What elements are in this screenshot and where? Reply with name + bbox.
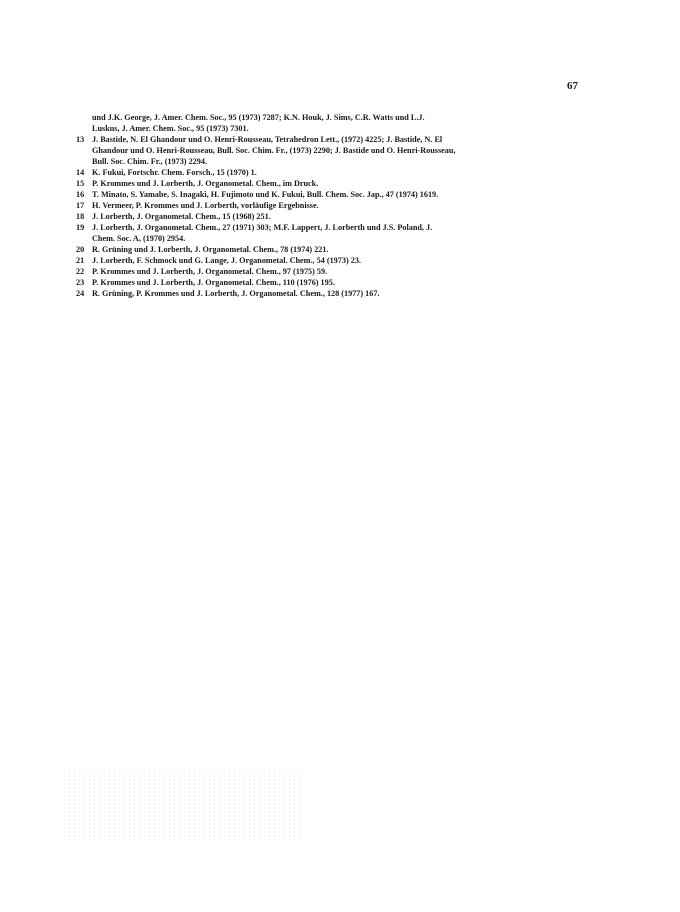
reference-item (76, 200, 616, 211)
reference-item (76, 178, 616, 189)
scan-noise (62, 770, 302, 840)
reference-list (76, 112, 616, 299)
reference-number: 17 (76, 201, 85, 210)
reference-text-line: R. Grüning, P. Krommes und J. Lorberth, J. Organometal. Chem., 128 (1977) 167. (92, 289, 380, 298)
reference-number: 18 (76, 212, 85, 221)
reference-number: 16 (76, 190, 85, 199)
reference-number: 24 (76, 289, 85, 298)
reference-item (76, 244, 616, 255)
reference-item (76, 167, 616, 178)
reference-number: 23 (76, 278, 85, 287)
reference-item (76, 134, 616, 167)
reference-text-line: J. Lorberth, J. Organometal. Chem., 27 (1971) 303; M.F. Lappert, J. Lorberth und J.S. Poland, J. (92, 223, 433, 232)
reference-text-line: Ghandour und O. Henri-Rousseau, Bull. Soc. Chim. Fr., (1973) 2290; J. Bastide und O. Henri-Rousseau, (92, 146, 456, 155)
reference-text-line: Chem. Soc. A, (1970) 2954. (92, 234, 186, 243)
reference-text-line: K. Fukui, Fortschr. Chem. Forsch., 15 (1970) 1. (92, 168, 257, 177)
reference-item (76, 288, 616, 299)
reference-number: 15 (76, 179, 85, 188)
reference-item (76, 266, 616, 277)
reference-text-line: Bull. Soc. Chim. Fr., (1973) 2294. (92, 157, 208, 166)
reference-text-line: P. Krommes und J. Lorberth, J. Organometal. Chem., im Druck. (92, 179, 319, 188)
reference-item (76, 189, 616, 200)
reference-number: 19 (76, 223, 85, 232)
reference-text-line: P. Krommes und J. Lorberth, J. Organometal. Chem., 110 (1976) 195. (92, 278, 335, 287)
reference-number: 14 (76, 168, 85, 177)
reference-text-line: J. Lorberth, F. Schmock und G. Lange, J. Organometal. Chem., 54 (1973) 23. (92, 256, 361, 265)
reference-text-line: P. Krommes und J. Lorberth, J. Organometal. Chem., 97 (1975) 59. (92, 267, 328, 276)
reference-item (76, 112, 616, 134)
reference-text-line: H. Vermeer, P. Krommes und J. Lorberth, vorläufige Ergebnisse. (92, 201, 319, 210)
reference-number: 13 (76, 135, 85, 144)
reference-number: 21 (76, 256, 85, 265)
reference-text-line: J. Bastide, N. El Ghandour und O. Henri-Rousseau, Tetrahedron Lett., (1972) 4225; J. Bastide, N. El (92, 135, 443, 144)
reference-text-line: J. Lorberth, J. Organometal. Chem., 15 (1968) 251. (92, 212, 271, 221)
reference-text-line: R. Grüning und J. Lorberth, J. Organometal. Chem., 78 (1974) 221. (92, 245, 329, 254)
reference-text-line: Luskus, J. Amer. Chem. Soc., 95 (1973) 7301. (92, 124, 249, 133)
reference-number: 20 (76, 245, 85, 254)
reference-item (76, 222, 616, 244)
reference-item (76, 255, 616, 266)
reference-text-line: T. Minato, S. Yamabe, S. Inagaki, H. Fujimoto und K. Fukui, Bull. Chem. Soc. Jap., 47 (1974) 1619. (92, 190, 439, 199)
page-number: 67 (567, 80, 578, 92)
reference-item (76, 211, 616, 222)
reference-number: 22 (76, 267, 85, 276)
reference-item (76, 277, 616, 288)
reference-text-line: und J.K. George, J. Amer. Chem. Soc., 95 (1973) 7287; K.N. Houk, J. Sims, C.R. Watts und L.J. (92, 113, 425, 122)
